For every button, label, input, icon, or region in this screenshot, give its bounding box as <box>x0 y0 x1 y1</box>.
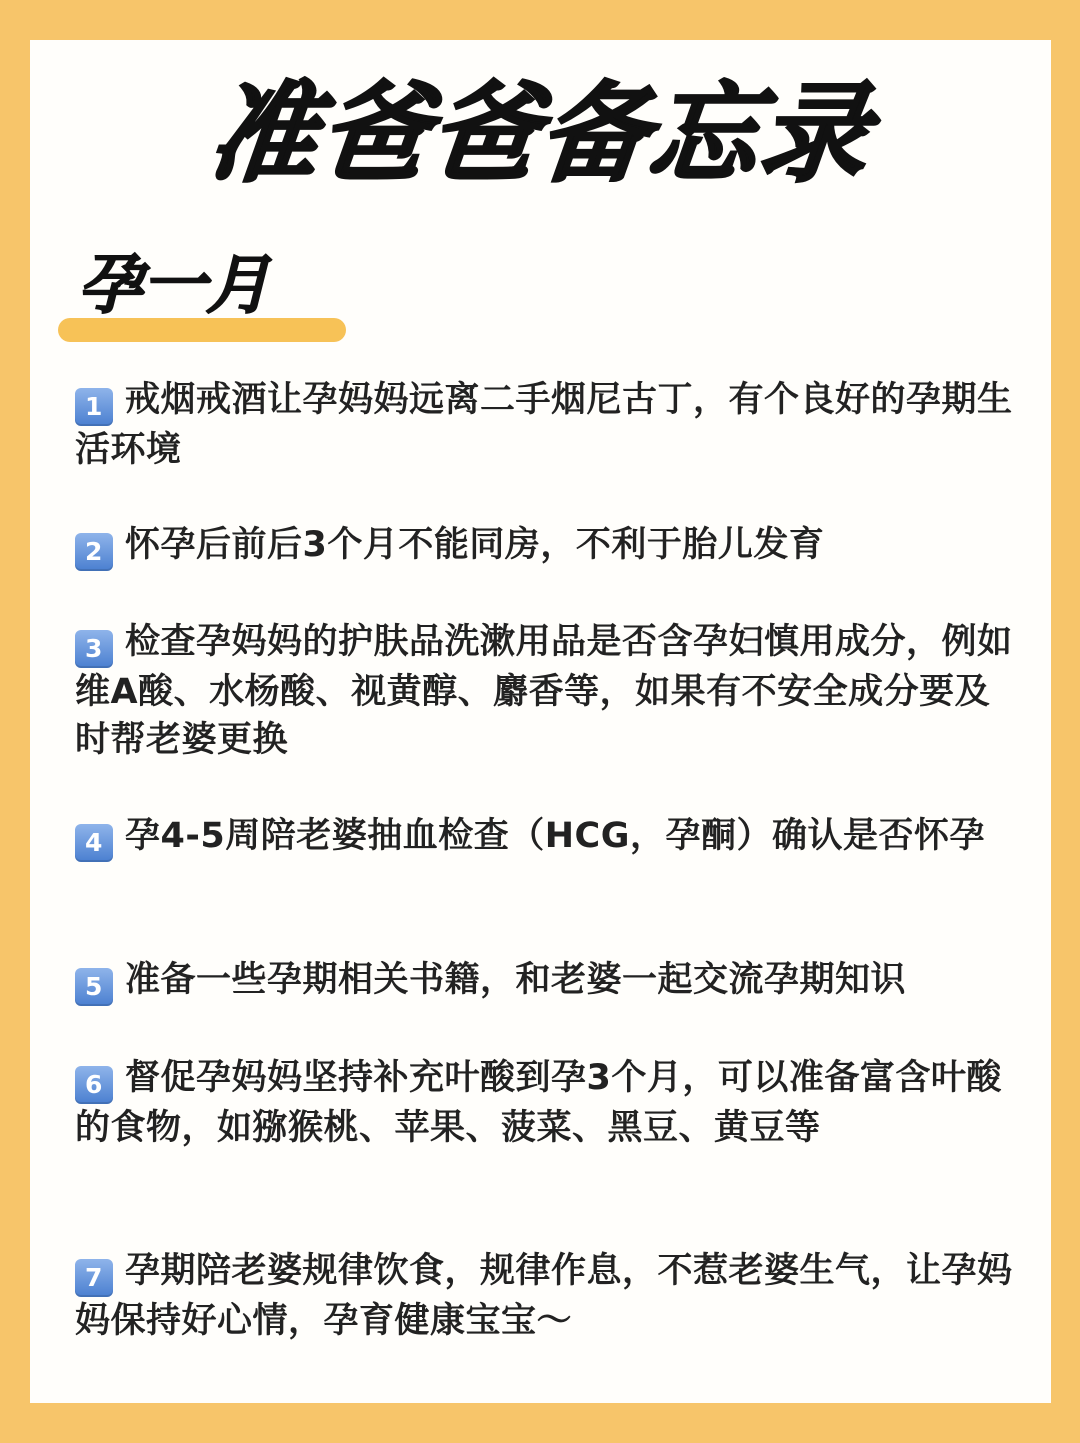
list-item-6 <box>75 1054 1020 1152</box>
list-item-text: 孕期陪老婆规律饮食，规律作息，不惹老婆生气，让孕妈妈保持好心情，孕育健康宝宝～ <box>75 1251 1013 1341</box>
list-item-text: 准备一些孕期相关书籍，和老婆一起交流孕期知识 <box>125 960 907 1000</box>
list-item-1 <box>75 376 1020 474</box>
list-item-2 <box>75 521 1020 571</box>
list-item-5 <box>75 956 1020 1006</box>
keycap-7-icon: 7 <box>75 1259 113 1297</box>
keycap-1-icon: 1 <box>75 388 113 426</box>
list-item-7 <box>75 1247 1020 1345</box>
list-item-text: 督促孕妈妈坚持补充叶酸到孕3个月，可以准备富含叶酸的食物，如猕猴桃、苹果、菠菜、黑豆、黄豆等 <box>75 1058 1002 1148</box>
keycap-6-icon: 6 <box>75 1066 113 1104</box>
list-item-text: 怀孕后前后3个月不能同房，不利于胎儿发育 <box>125 525 825 565</box>
keycap-3-icon: 3 <box>75 630 113 668</box>
page-title: 准爸爸备忘录 <box>203 72 877 197</box>
list-item-text: 戒烟戒酒让孕妈妈远离二手烟尼古丁，有个良好的孕期生活环境 <box>75 380 1013 470</box>
list-item-text: 检查孕妈妈的护肤品洗漱用品是否含孕妇慎用成分，例如维A酸、水杨酸、视黄醇、麝香等，如果有不安全成分要及时帮老婆更换 <box>75 622 1013 760</box>
section-title: 孕一月 <box>78 249 270 323</box>
list-item-text: 孕4-5周陪老婆抽血检查（HCG，孕酮）确认是否怀孕 <box>125 816 985 856</box>
keycap-2-icon: 2 <box>75 533 113 571</box>
keycap-4-icon: 4 <box>75 824 113 862</box>
keycap-5-icon: 5 <box>75 968 113 1006</box>
list-item-3 <box>75 618 1020 764</box>
list-item-4 <box>75 812 1020 862</box>
